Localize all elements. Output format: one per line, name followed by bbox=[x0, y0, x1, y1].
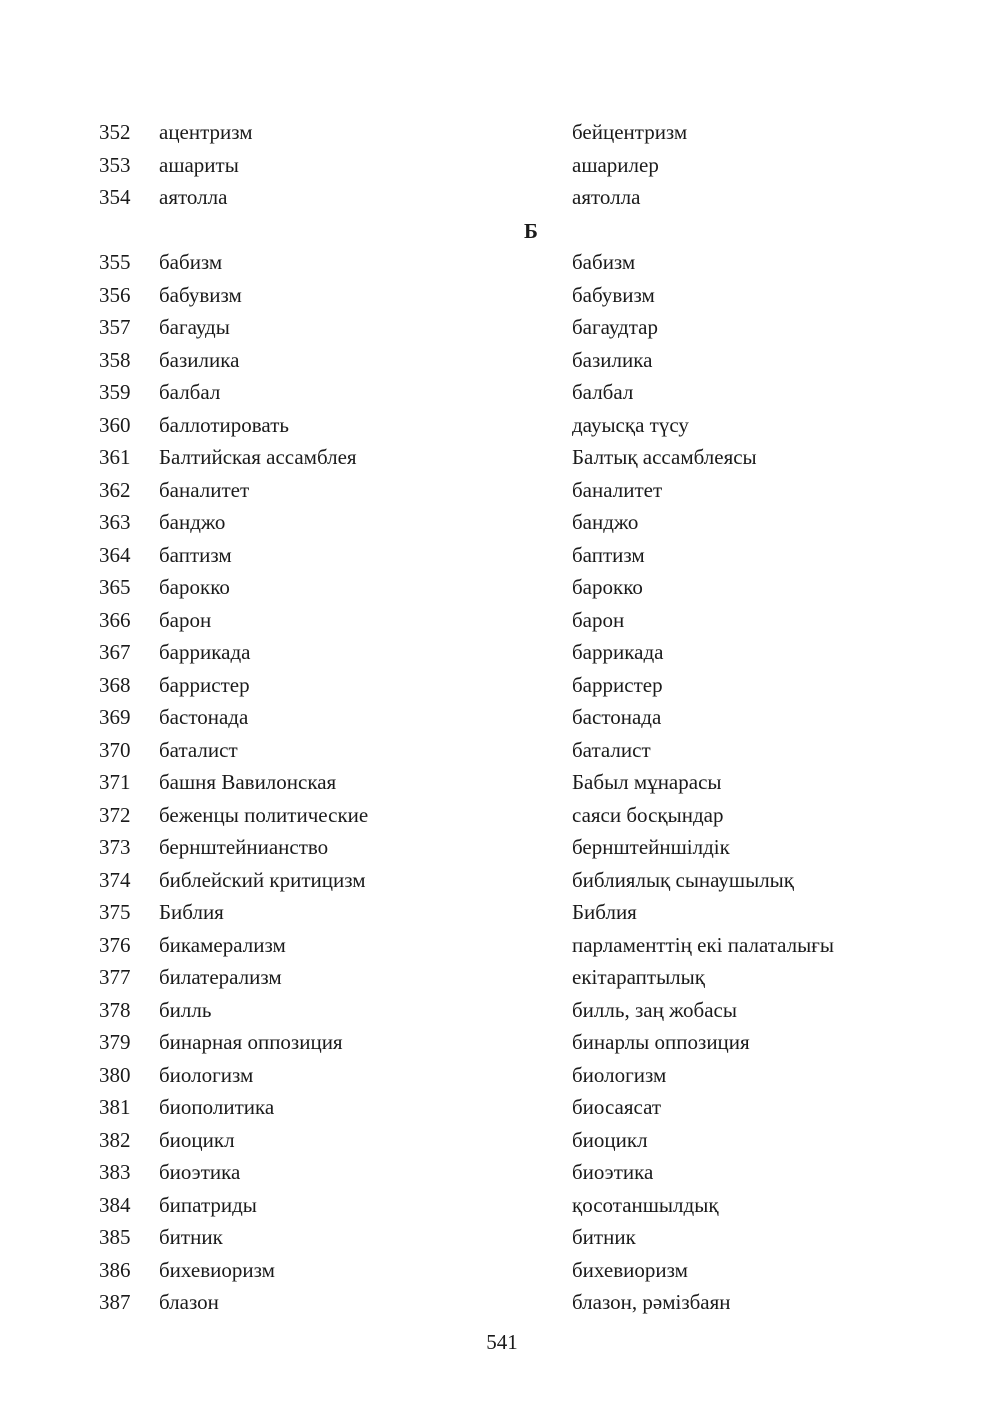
entry-row bbox=[0, 539, 1004, 572]
kazakh-term: парламенттің екі палаталығы bbox=[572, 932, 834, 957]
page-number: 541 bbox=[486, 1330, 518, 1354]
entry-row bbox=[0, 1286, 1004, 1319]
entry-number: 380 bbox=[99, 1062, 131, 1087]
kazakh-term: Балтық ассамблеясы bbox=[572, 445, 757, 469]
entry-number: 386 bbox=[99, 1257, 131, 1282]
kazakh-term: биоэтика bbox=[572, 1160, 654, 1184]
entry-number: 371 bbox=[99, 770, 131, 794]
entry-number: 387 bbox=[99, 1290, 131, 1314]
entry-number: 379 bbox=[99, 1030, 131, 1054]
entry-row bbox=[0, 409, 1004, 442]
russian-term: багауды bbox=[159, 315, 230, 339]
entry-number: 382 bbox=[99, 1127, 131, 1152]
entry-number: 377 bbox=[99, 965, 131, 989]
entry-number: 368 bbox=[99, 672, 131, 697]
entry-row bbox=[0, 571, 1004, 604]
entry-number: 385 bbox=[99, 1225, 131, 1249]
entry-number: 381 bbox=[99, 1095, 131, 1119]
entry-row bbox=[0, 961, 1004, 994]
kazakh-term: Бабыл мұнарасы bbox=[572, 770, 722, 794]
entry-row bbox=[0, 344, 1004, 377]
entry-row bbox=[0, 149, 1004, 182]
russian-term: баналитет bbox=[159, 477, 250, 502]
entry-row bbox=[0, 896, 1004, 929]
entry-number: 353 bbox=[99, 152, 131, 177]
entry-row bbox=[0, 604, 1004, 637]
entry-row bbox=[0, 376, 1004, 409]
entry-row bbox=[0, 279, 1004, 312]
kazakh-term: бейцентризм bbox=[572, 120, 688, 144]
russian-term: балбал bbox=[159, 380, 221, 404]
russian-term: барокко bbox=[159, 575, 230, 599]
russian-term: Балтийская ассамблея bbox=[159, 445, 357, 469]
kazakh-term: саяси босқындар bbox=[572, 802, 724, 827]
entry-row bbox=[0, 1124, 1004, 1157]
entry-number: 363 bbox=[99, 510, 131, 534]
kazakh-term: барон bbox=[572, 607, 625, 632]
entry-number: 354 bbox=[99, 185, 131, 209]
entry-number: 356 bbox=[99, 282, 131, 307]
entry-row bbox=[0, 831, 1004, 864]
entry-number: 370 bbox=[99, 737, 131, 762]
entry-row bbox=[0, 734, 1004, 767]
entry-number: 378 bbox=[99, 997, 131, 1022]
russian-term: библейский критицизм bbox=[159, 867, 366, 892]
entry-row bbox=[0, 1059, 1004, 1092]
russian-term: барон bbox=[159, 607, 212, 632]
russian-term: бихевиоризм bbox=[159, 1257, 275, 1282]
entry-number: 364 bbox=[99, 542, 131, 567]
kazakh-term: барристер bbox=[572, 672, 663, 697]
kazakh-term: балбал bbox=[572, 380, 634, 404]
entry-row bbox=[0, 246, 1004, 279]
russian-term: ацентризм bbox=[159, 120, 253, 144]
kazakh-term: библиялық сынаушылық bbox=[572, 867, 794, 892]
kazakh-term: бихевиоризм bbox=[572, 1257, 688, 1282]
entry-row bbox=[0, 864, 1004, 897]
kazakh-term: дауысқа түсу bbox=[572, 412, 689, 437]
russian-term: аятолла bbox=[159, 185, 228, 209]
russian-term: ашариты bbox=[159, 152, 239, 177]
entry-number: 357 bbox=[99, 315, 131, 339]
russian-term: битник bbox=[159, 1225, 223, 1249]
russian-term: Библия bbox=[159, 900, 224, 924]
entry-number: 355 bbox=[99, 250, 131, 274]
russian-term: блазон bbox=[159, 1290, 219, 1314]
kazakh-term: битник bbox=[572, 1225, 636, 1249]
entry-number: 362 bbox=[99, 477, 131, 502]
kazakh-term: бабизм bbox=[572, 250, 636, 274]
entry-row bbox=[0, 1156, 1004, 1189]
kazakh-term: қосотаншылдық bbox=[572, 1192, 719, 1217]
kazakh-term: биоцикл bbox=[572, 1127, 648, 1152]
entry-row bbox=[0, 766, 1004, 799]
kazakh-term: блазон, рәмізбаян bbox=[572, 1290, 731, 1314]
entry-number: 366 bbox=[99, 607, 131, 632]
russian-term: бернштейнианство bbox=[159, 835, 329, 859]
russian-term: барристер bbox=[159, 672, 250, 697]
entry-number: 367 bbox=[99, 640, 131, 664]
entry-number: 365 bbox=[99, 575, 131, 599]
entry-row bbox=[0, 636, 1004, 669]
russian-term: баталист bbox=[159, 737, 238, 762]
russian-term: баптизм bbox=[159, 542, 232, 567]
entry-row bbox=[0, 474, 1004, 507]
entry-row bbox=[0, 929, 1004, 962]
entry-row bbox=[0, 1026, 1004, 1059]
kazakh-term: биосаясат bbox=[572, 1095, 662, 1119]
russian-term: бикамерализм bbox=[159, 932, 286, 957]
entry-row bbox=[0, 701, 1004, 734]
kazakh-term: багаудтар bbox=[572, 315, 658, 339]
entry-row bbox=[0, 441, 1004, 474]
russian-term: башня Вавилонская bbox=[159, 770, 337, 794]
kazakh-term: баптизм bbox=[572, 542, 645, 567]
entry-number: 358 bbox=[99, 347, 131, 372]
russian-term: биополитика bbox=[159, 1095, 275, 1119]
entry-row bbox=[0, 669, 1004, 702]
entry-row bbox=[0, 1091, 1004, 1124]
russian-term: биоцикл bbox=[159, 1127, 235, 1152]
russian-term: базилика bbox=[159, 347, 240, 372]
kazakh-term: Библия bbox=[572, 900, 637, 924]
entry-number: 372 bbox=[99, 802, 131, 827]
kazakh-term: екітараптылық bbox=[572, 965, 705, 989]
russian-term: беженцы политические bbox=[159, 802, 369, 827]
russian-term: бастонада bbox=[159, 705, 249, 729]
section-letter-heading: Б bbox=[524, 218, 538, 243]
entry-number: 361 bbox=[99, 445, 131, 469]
entry-row bbox=[0, 994, 1004, 1027]
russian-term: билль bbox=[159, 997, 212, 1022]
kazakh-term: бастонада bbox=[572, 705, 662, 729]
entry-row bbox=[0, 1189, 1004, 1222]
entry-row bbox=[0, 1221, 1004, 1254]
russian-term: бинарная оппозиция bbox=[159, 1030, 343, 1054]
entry-number: 383 bbox=[99, 1160, 131, 1184]
entry-number: 373 bbox=[99, 835, 131, 859]
kazakh-term: барокко bbox=[572, 575, 643, 599]
entry-number: 384 bbox=[99, 1192, 131, 1217]
entry-number: 375 bbox=[99, 900, 131, 924]
kazakh-term: базилика bbox=[572, 347, 653, 372]
russian-term: биологизм bbox=[159, 1062, 254, 1087]
entry-row bbox=[0, 311, 1004, 344]
kazakh-term: баналитет bbox=[572, 477, 663, 502]
kazakh-term: бернштейншілдік bbox=[572, 835, 730, 859]
russian-term: баллотировать bbox=[159, 412, 289, 437]
entry-number: 374 bbox=[99, 867, 131, 892]
entry-number: 376 bbox=[99, 932, 131, 957]
russian-term: биоэтика bbox=[159, 1160, 241, 1184]
kazakh-term: аятолла bbox=[572, 185, 641, 209]
russian-term: баррикада bbox=[159, 640, 251, 664]
kazakh-term: биологизм bbox=[572, 1062, 667, 1087]
kazakh-term: баррикада bbox=[572, 640, 664, 664]
entry-row bbox=[0, 1254, 1004, 1287]
kazakh-term: ашарилер bbox=[572, 152, 659, 177]
russian-term: бабизм bbox=[159, 250, 223, 274]
russian-term: бабувизм bbox=[159, 282, 242, 307]
kazakh-term: бабувизм bbox=[572, 282, 655, 307]
kazakh-term: бинарлы оппозиция bbox=[572, 1030, 750, 1054]
entry-number: 359 bbox=[99, 380, 131, 404]
entry-row bbox=[0, 799, 1004, 832]
kazakh-term: баталист bbox=[572, 737, 651, 762]
entry-number: 352 bbox=[99, 120, 131, 144]
kazakh-term: банджо bbox=[572, 510, 639, 534]
kazakh-term: билль, заң жобасы bbox=[572, 997, 737, 1022]
russian-term: банджо bbox=[159, 510, 226, 534]
entry-number: 369 bbox=[99, 705, 131, 729]
entry-row bbox=[0, 116, 1004, 149]
entry-number: 360 bbox=[99, 412, 131, 437]
russian-term: бипатриды bbox=[159, 1192, 257, 1217]
russian-term: билатерализм bbox=[159, 965, 282, 989]
entry-row bbox=[0, 506, 1004, 539]
entry-row bbox=[0, 181, 1004, 214]
entry-list bbox=[0, 116, 1004, 1319]
